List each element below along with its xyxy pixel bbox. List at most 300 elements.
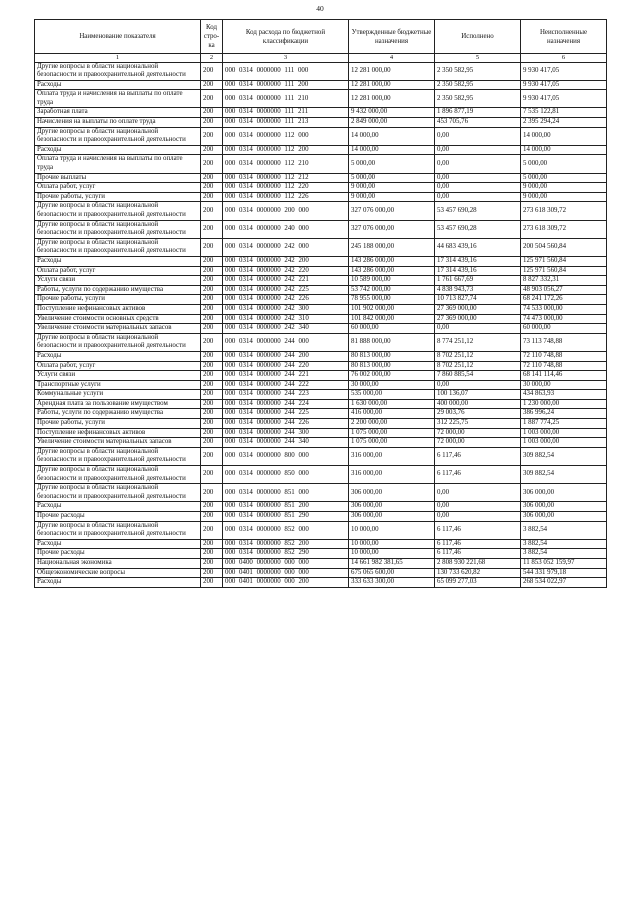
row-executed: 1 896 877,19 [435, 108, 521, 118]
row-name: Услуги связи [35, 371, 201, 381]
row-budget-code: 000 0314 0000000 852 290 [223, 549, 349, 559]
row-executed: 0,00 [435, 324, 521, 334]
table-row [35, 62, 607, 80]
table-row [35, 568, 607, 578]
row-unexecuted: 9 000,00 [521, 183, 607, 193]
row-code: 200 [201, 578, 223, 588]
row-unexecuted: 306 000,00 [521, 484, 607, 502]
row-name: Другие вопросы в области национальной безопасности и правоохранительной деятельности [35, 484, 201, 502]
row-code: 200 [201, 304, 223, 314]
row-name: Увеличение стоимости основных средств [35, 314, 201, 324]
row-executed: 72 000,00 [435, 428, 521, 438]
header-executed: Исполнено [435, 20, 521, 54]
row-name: Оплата труда и начисления на выплаты по оплате труда [35, 155, 201, 173]
row-code: 200 [201, 390, 223, 400]
row-name: Прочие работы, услуги [35, 192, 201, 202]
row-name: Поступление нефинансовых активов [35, 304, 201, 314]
row-approved: 316 000,00 [349, 466, 435, 484]
row-budget-code: 000 0314 0000000 111 000 [223, 62, 349, 80]
row-unexecuted: 306 000,00 [521, 512, 607, 522]
table-row [35, 285, 607, 295]
budget-execution-table [34, 19, 607, 588]
row-code: 200 [201, 447, 223, 465]
row-executed: 2 350 582,95 [435, 80, 521, 90]
row-unexecuted: 434 863,93 [521, 390, 607, 400]
row-approved: 12 281 000,00 [349, 90, 435, 108]
row-unexecuted: 30 000,00 [521, 380, 607, 390]
row-name: Расходы [35, 539, 201, 549]
row-unexecuted: 3 882,54 [521, 549, 607, 559]
row-name: Прочие работы, услуги [35, 419, 201, 429]
row-approved: 327 076 000,00 [349, 202, 435, 220]
row-unexecuted: 11 853 052 159,97 [521, 558, 607, 568]
row-code: 200 [201, 90, 223, 108]
row-code: 200 [201, 409, 223, 419]
table-row [35, 108, 607, 118]
row-code: 200 [201, 351, 223, 361]
row-approved: 535 000,00 [349, 390, 435, 400]
row-budget-code: 000 0314 0000000 112 200 [223, 145, 349, 155]
row-budget-code: 000 0314 0000000 850 000 [223, 466, 349, 484]
row-budget-code: 000 0314 0000000 244 300 [223, 428, 349, 438]
row-executed: 6 117,46 [435, 447, 521, 465]
table-row [35, 466, 607, 484]
row-executed: 400 000,00 [435, 399, 521, 409]
row-executed: 27 369 000,00 [435, 304, 521, 314]
row-executed: 27 369 000,00 [435, 314, 521, 324]
row-budget-code: 000 0314 0000000 242 226 [223, 295, 349, 305]
row-budget-code: 000 0314 0000000 111 200 [223, 80, 349, 90]
row-name: Другие вопросы в области национальной безопасности и правоохранительной деятельности [35, 202, 201, 220]
row-budget-code: 000 0314 0000000 244 221 [223, 371, 349, 381]
row-unexecuted: 7 535 122,81 [521, 108, 607, 118]
row-executed: 1 761 667,69 [435, 276, 521, 286]
row-approved: 60 000,00 [349, 324, 435, 334]
header-approved: Утвержденные бюджетные назначения [349, 20, 435, 54]
row-unexecuted: 309 882,54 [521, 466, 607, 484]
row-approved: 316 000,00 [349, 447, 435, 465]
row-approved: 306 000,00 [349, 512, 435, 522]
table-row [35, 399, 607, 409]
row-budget-code: 000 0314 0000000 242 225 [223, 285, 349, 295]
row-approved: 30 000,00 [349, 380, 435, 390]
table-row [35, 266, 607, 276]
row-executed: 7 860 885,54 [435, 371, 521, 381]
row-unexecuted: 3 882,54 [521, 539, 607, 549]
row-budget-code: 000 0314 0000000 244 222 [223, 380, 349, 390]
row-code: 200 [201, 371, 223, 381]
row-unexecuted: 386 996,24 [521, 409, 607, 419]
row-unexecuted: 1 887 774,25 [521, 419, 607, 429]
row-budget-code: 000 0401 0000000 000 000 [223, 568, 349, 578]
row-budget-code: 000 0314 0000000 112 226 [223, 192, 349, 202]
row-executed: 2 808 930 221,68 [435, 558, 521, 568]
row-executed: 453 705,76 [435, 118, 521, 128]
row-name: Прочие выплаты [35, 173, 201, 183]
row-unexecuted: 1 003 000,00 [521, 438, 607, 448]
row-code: 200 [201, 276, 223, 286]
row-unexecuted: 2 395 294,24 [521, 118, 607, 128]
row-budget-code: 000 0314 0000000 244 220 [223, 361, 349, 371]
column-number: 1 [35, 54, 201, 63]
row-name: Услуги связи [35, 276, 201, 286]
row-executed: 2 350 582,95 [435, 90, 521, 108]
row-unexecuted: 306 000,00 [521, 502, 607, 512]
row-budget-code: 000 0314 0000000 111 211 [223, 108, 349, 118]
row-executed: 53 457 690,28 [435, 202, 521, 220]
table-row [35, 220, 607, 238]
row-approved: 2 200 000,00 [349, 419, 435, 429]
table-body [35, 62, 607, 587]
table-row [35, 512, 607, 522]
row-budget-code: 000 0314 0000000 244 226 [223, 419, 349, 429]
row-unexecuted: 273 618 309,72 [521, 202, 607, 220]
column-number: 6 [521, 54, 607, 63]
row-executed: 44 683 439,16 [435, 238, 521, 256]
table-row [35, 333, 607, 351]
row-budget-code: 000 0314 0000000 851 200 [223, 502, 349, 512]
row-executed: 0,00 [435, 484, 521, 502]
row-name: Транспортные услуги [35, 380, 201, 390]
row-name: Арендная плата за пользование имуществом [35, 399, 201, 409]
row-name: Другие вопросы в области национальной безопасности и правоохранительной деятельности [35, 466, 201, 484]
row-unexecuted: 273 618 309,72 [521, 220, 607, 238]
row-unexecuted: 200 504 560,84 [521, 238, 607, 256]
column-number: 3 [223, 54, 349, 63]
row-code: 200 [201, 314, 223, 324]
table-row [35, 118, 607, 128]
row-approved: 10 589 000,00 [349, 276, 435, 286]
row-budget-code: 000 0314 0000000 111 213 [223, 118, 349, 128]
row-code: 200 [201, 324, 223, 334]
table-row [35, 155, 607, 173]
row-executed: 4 838 943,73 [435, 285, 521, 295]
row-name: Национальная экономика [35, 558, 201, 568]
header-unexecuted: Неисполненные назначения [521, 20, 607, 54]
row-code: 200 [201, 285, 223, 295]
row-budget-code: 000 0314 0000000 111 210 [223, 90, 349, 108]
table-row [35, 238, 607, 256]
table-row [35, 361, 607, 371]
table-row [35, 438, 607, 448]
row-unexecuted: 14 000,00 [521, 145, 607, 155]
row-approved: 245 188 000,00 [349, 238, 435, 256]
header-kbk: Код расхода по бюджетной классификации [223, 20, 349, 54]
row-unexecuted: 8 827 332,31 [521, 276, 607, 286]
row-approved: 10 000,00 [349, 549, 435, 559]
row-unexecuted: 48 903 056,27 [521, 285, 607, 295]
row-name: Прочие расходы [35, 549, 201, 559]
table-row [35, 578, 607, 588]
row-approved: 306 000,00 [349, 484, 435, 502]
row-code: 200 [201, 484, 223, 502]
row-budget-code: 000 0314 0000000 244 223 [223, 390, 349, 400]
row-executed: 0,00 [435, 155, 521, 173]
row-approved: 1 630 000,00 [349, 399, 435, 409]
row-approved: 2 849 000,00 [349, 118, 435, 128]
row-unexecuted: 60 000,00 [521, 324, 607, 334]
row-unexecuted: 74 533 000,00 [521, 304, 607, 314]
row-approved: 12 281 000,00 [349, 80, 435, 90]
row-executed: 6 117,46 [435, 549, 521, 559]
row-approved: 9 000,00 [349, 192, 435, 202]
row-executed: 0,00 [435, 127, 521, 145]
row-unexecuted: 14 000,00 [521, 127, 607, 145]
row-budget-code: 000 0314 0000000 112 212 [223, 173, 349, 183]
table-row [35, 428, 607, 438]
row-executed: 0,00 [435, 502, 521, 512]
row-executed: 0,00 [435, 183, 521, 193]
row-code: 200 [201, 438, 223, 448]
row-unexecuted: 74 473 000,00 [521, 314, 607, 324]
table-row [35, 447, 607, 465]
row-budget-code: 000 0314 0000000 200 000 [223, 202, 349, 220]
row-budget-code: 000 0314 0000000 244 000 [223, 333, 349, 351]
table-row [35, 192, 607, 202]
row-code: 200 [201, 266, 223, 276]
row-code: 200 [201, 419, 223, 429]
row-unexecuted: 125 971 560,84 [521, 256, 607, 266]
row-approved: 80 813 000,00 [349, 361, 435, 371]
row-code: 200 [201, 428, 223, 438]
table-row [35, 80, 607, 90]
row-unexecuted: 68 141 114,46 [521, 371, 607, 381]
row-unexecuted: 544 331 979,18 [521, 568, 607, 578]
row-name: Другие вопросы в области национальной безопасности и правоохранительной деятельности [35, 447, 201, 465]
row-code: 200 [201, 155, 223, 173]
table-header-row [35, 20, 607, 54]
row-approved: 333 633 300,00 [349, 578, 435, 588]
row-approved: 10 000,00 [349, 521, 435, 539]
row-executed: 17 314 439,16 [435, 266, 521, 276]
row-executed: 10 713 827,74 [435, 295, 521, 305]
row-unexecuted: 9 000,00 [521, 192, 607, 202]
row-name: Другие вопросы в области национальной безопасности и правоохранительной деятельности [35, 220, 201, 238]
row-unexecuted: 5 000,00 [521, 155, 607, 173]
row-budget-code: 000 0314 0000000 244 224 [223, 399, 349, 409]
row-name: Другие вопросы в области национальной безопасности и правоохранительной деятельности [35, 333, 201, 351]
page-number: 40 [316, 4, 324, 13]
row-approved: 327 076 000,00 [349, 220, 435, 238]
table-row [35, 390, 607, 400]
row-name: Общеэкономические вопросы [35, 568, 201, 578]
row-budget-code: 000 0401 0000000 000 200 [223, 578, 349, 588]
table-row [35, 256, 607, 266]
row-unexecuted: 9 930 417,05 [521, 80, 607, 90]
row-unexecuted: 9 930 417,05 [521, 62, 607, 80]
row-name: Другие вопросы в области национальной безопасности и правоохранительной деятельности [35, 521, 201, 539]
table-row [35, 324, 607, 334]
row-name: Оплата работ, услуг [35, 266, 201, 276]
row-approved: 675 065 600,00 [349, 568, 435, 578]
row-executed: 0,00 [435, 380, 521, 390]
row-approved: 143 286 000,00 [349, 256, 435, 266]
table-row [35, 539, 607, 549]
row-budget-code: 000 0400 0000000 000 000 [223, 558, 349, 568]
row-approved: 53 742 000,00 [349, 285, 435, 295]
row-executed: 0,00 [435, 192, 521, 202]
row-name: Расходы [35, 502, 201, 512]
table-row [35, 549, 607, 559]
row-code: 200 [201, 192, 223, 202]
row-code: 200 [201, 202, 223, 220]
row-name: Другие вопросы в области национальной безопасности и правоохранительной деятельности [35, 127, 201, 145]
row-approved: 5 000,00 [349, 155, 435, 173]
row-budget-code: 000 0314 0000000 244 225 [223, 409, 349, 419]
row-code: 200 [201, 399, 223, 409]
row-budget-code: 000 0314 0000000 240 000 [223, 220, 349, 238]
row-name: Работы, услуги по содержанию имущества [35, 409, 201, 419]
row-code: 200 [201, 173, 223, 183]
row-executed: 130 733 620,82 [435, 568, 521, 578]
table-row [35, 521, 607, 539]
row-executed: 72 000,00 [435, 438, 521, 448]
table-row [35, 371, 607, 381]
table-row [35, 183, 607, 193]
row-budget-code: 000 0314 0000000 852 200 [223, 539, 349, 549]
table-row [35, 351, 607, 361]
row-executed: 8 702 251,12 [435, 351, 521, 361]
row-budget-code: 000 0314 0000000 242 221 [223, 276, 349, 286]
row-code: 200 [201, 466, 223, 484]
row-budget-code: 000 0314 0000000 242 000 [223, 238, 349, 256]
row-budget-code: 000 0314 0000000 851 000 [223, 484, 349, 502]
row-approved: 12 281 000,00 [349, 62, 435, 80]
row-budget-code: 000 0314 0000000 244 200 [223, 351, 349, 361]
row-code: 200 [201, 361, 223, 371]
row-executed: 8 774 251,12 [435, 333, 521, 351]
row-budget-code: 000 0314 0000000 112 000 [223, 127, 349, 145]
row-name: Оплата труда и начисления на выплаты по оплате труда [35, 90, 201, 108]
row-approved: 1 075 000,00 [349, 428, 435, 438]
row-code: 200 [201, 558, 223, 568]
row-code: 200 [201, 62, 223, 80]
row-code: 200 [201, 238, 223, 256]
row-code: 200 [201, 512, 223, 522]
table-row [35, 127, 607, 145]
row-code: 200 [201, 521, 223, 539]
row-unexecuted: 68 241 172,26 [521, 295, 607, 305]
row-approved: 416 000,00 [349, 409, 435, 419]
row-code: 200 [201, 295, 223, 305]
header-code: Код стро-ка [201, 20, 223, 54]
row-name: Увеличение стоимости материальных запасов [35, 438, 201, 448]
row-approved: 5 000,00 [349, 173, 435, 183]
table-row [35, 202, 607, 220]
table-row [35, 145, 607, 155]
row-budget-code: 000 0314 0000000 242 340 [223, 324, 349, 334]
row-code: 200 [201, 256, 223, 266]
row-approved: 101 842 000,00 [349, 314, 435, 324]
row-budget-code: 000 0314 0000000 112 220 [223, 183, 349, 193]
column-number: 4 [349, 54, 435, 63]
row-executed: 53 457 690,28 [435, 220, 521, 238]
row-executed: 17 314 439,16 [435, 256, 521, 266]
row-unexecuted: 1 003 000,00 [521, 428, 607, 438]
column-number: 2 [201, 54, 223, 63]
row-budget-code: 000 0314 0000000 242 310 [223, 314, 349, 324]
row-executed: 2 350 582,95 [435, 62, 521, 80]
row-approved: 9 000,00 [349, 183, 435, 193]
table-row [35, 276, 607, 286]
row-executed: 100 136,07 [435, 390, 521, 400]
row-approved: 14 000,00 [349, 145, 435, 155]
row-executed: 29 003,76 [435, 409, 521, 419]
column-number: 5 [435, 54, 521, 63]
row-executed: 8 702 251,12 [435, 361, 521, 371]
row-approved: 80 813 000,00 [349, 351, 435, 361]
header-name: Наименование показателя [35, 20, 201, 54]
table-row [35, 409, 607, 419]
row-unexecuted: 5 000,00 [521, 173, 607, 183]
row-name: Расходы [35, 256, 201, 266]
row-budget-code: 000 0314 0000000 242 300 [223, 304, 349, 314]
row-approved: 10 000,00 [349, 539, 435, 549]
table-row [35, 173, 607, 183]
row-approved: 9 432 000,00 [349, 108, 435, 118]
table-row [35, 304, 607, 314]
row-code: 200 [201, 127, 223, 145]
row-code: 200 [201, 118, 223, 128]
table-row [35, 502, 607, 512]
row-budget-code: 000 0314 0000000 112 210 [223, 155, 349, 173]
row-executed: 6 117,46 [435, 521, 521, 539]
row-name: Расходы [35, 145, 201, 155]
row-approved: 306 000,00 [349, 502, 435, 512]
row-unexecuted: 3 882,54 [521, 521, 607, 539]
row-code: 200 [201, 549, 223, 559]
row-budget-code: 000 0314 0000000 242 200 [223, 256, 349, 266]
row-name: Другие вопросы в области национальной безопасности и правоохранительной деятельности [35, 62, 201, 80]
row-unexecuted: 1 230 000,00 [521, 399, 607, 409]
row-unexecuted: 268 534 022,97 [521, 578, 607, 588]
table-row [35, 295, 607, 305]
table-row [35, 380, 607, 390]
row-approved: 78 955 000,00 [349, 295, 435, 305]
row-unexecuted: 125 971 560,84 [521, 266, 607, 276]
row-approved: 76 002 000,00 [349, 371, 435, 381]
row-name: Расходы [35, 578, 201, 588]
row-unexecuted: 309 882,54 [521, 447, 607, 465]
row-code: 200 [201, 539, 223, 549]
row-budget-code: 000 0314 0000000 851 290 [223, 512, 349, 522]
row-name: Заработная плата [35, 108, 201, 118]
row-name: Другие вопросы в области национальной безопасности и правоохранительной деятельности [35, 238, 201, 256]
row-approved: 81 888 000,00 [349, 333, 435, 351]
row-name: Оплата работ, услуг [35, 361, 201, 371]
row-unexecuted: 72 110 748,88 [521, 361, 607, 371]
row-executed: 6 117,46 [435, 539, 521, 549]
row-unexecuted: 9 930 417,05 [521, 90, 607, 108]
row-name: Прочие работы, услуги [35, 295, 201, 305]
row-name: Поступление нефинансовых активов [35, 428, 201, 438]
row-code: 200 [201, 145, 223, 155]
row-executed: 65 099 277,03 [435, 578, 521, 588]
row-code: 200 [201, 80, 223, 90]
row-name: Оплата работ, услуг [35, 183, 201, 193]
column-number-row [35, 54, 607, 63]
row-budget-code: 000 0314 0000000 852 000 [223, 521, 349, 539]
row-name: Коммунальные услуги [35, 390, 201, 400]
row-executed: 0,00 [435, 145, 521, 155]
row-budget-code: 000 0314 0000000 800 000 [223, 447, 349, 465]
row-approved: 14 661 982 381,65 [349, 558, 435, 568]
row-executed: 6 117,46 [435, 466, 521, 484]
table-row [35, 314, 607, 324]
row-executed: 0,00 [435, 512, 521, 522]
row-approved: 14 000,00 [349, 127, 435, 145]
row-code: 200 [201, 568, 223, 578]
